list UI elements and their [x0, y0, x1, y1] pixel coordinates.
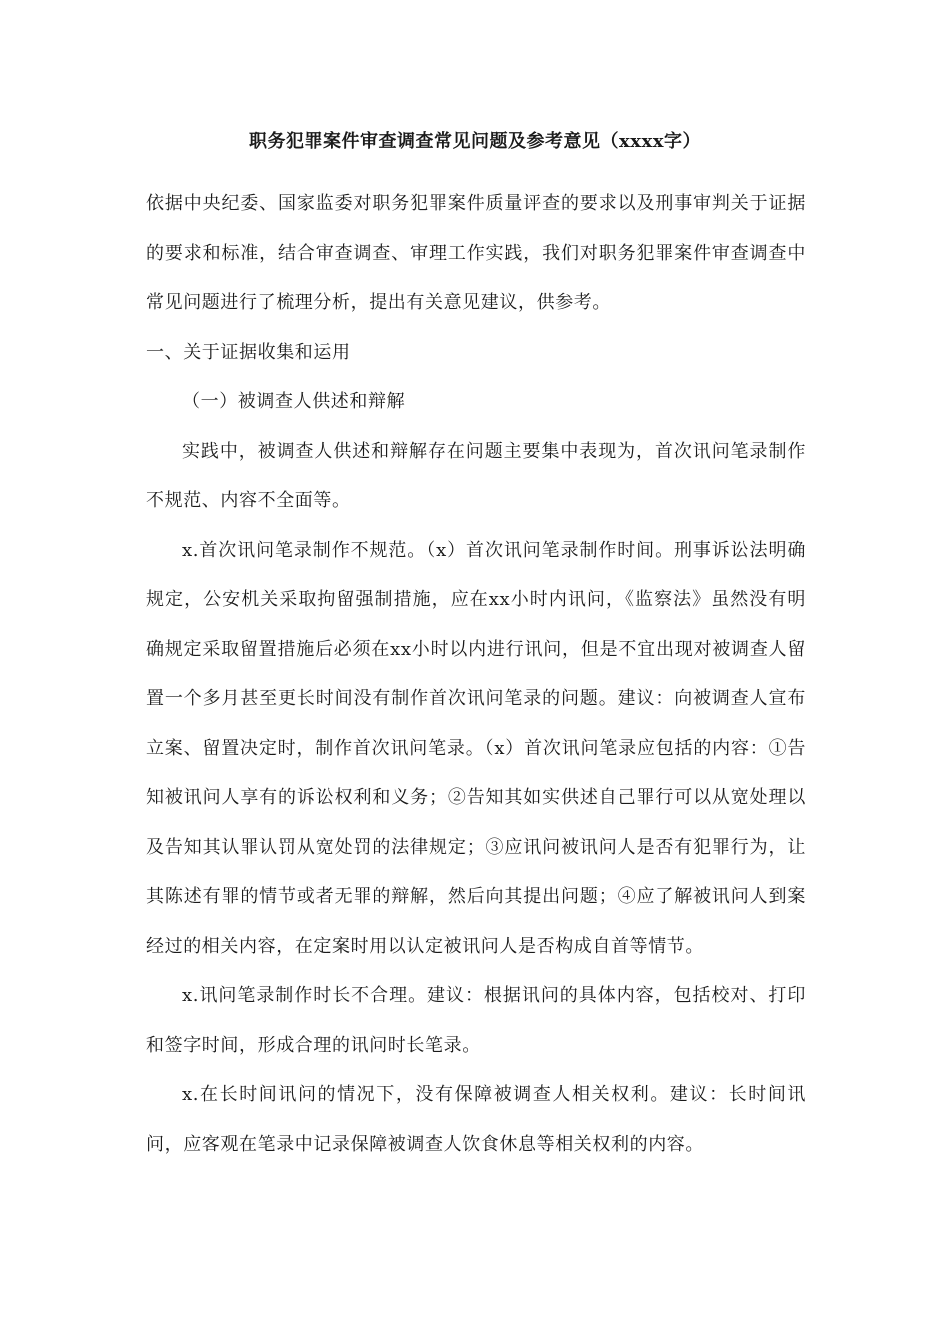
body-paragraph: x.在长时间讯问的情况下，没有保障被调查人相关权利。建议：长时间讯问，应客观在笔录中记录保障被调查人饮食休息等相关权利的内容。: [146, 1084, 806, 1155]
document-title: 职务犯罪案件审查调查常见问题及参考意见（xxxx字）: [249, 131, 701, 152]
document-body: [146, 179, 806, 1169]
body-paragraph: 实践中，被调查人供述和辩解存在问题主要集中表现为，首次讯问笔录制作不规范、内容不全面等。: [146, 440, 806, 511]
body-paragraph: x.讯问笔录制作时长不合理。建议：根据讯问的具体内容，包括校对、打印和签字时间，形成合理的讯问时长笔录。: [146, 985, 806, 1056]
subsection-heading: （一）被调查人供述和辩解: [182, 391, 406, 412]
body-paragraph: x.首次讯问笔录制作不规范。（x）首次讯问笔录制作时间。刑事诉讼法明确规定，公安机关采取拘留强制措施，应在xx小时内讯问，《监察法》虽然没有明确规定采取留置措施后必须在xx小时以内进行讯问，但是不宜出现对被调查人留置一个多月甚至更长时间没有制作首次讯问笔录的问题。建议：向被调查人宣布立案、留置决定时，制作首次讯问笔录。（x）首次讯问笔录应包括的内容：①告知被讯问人享有的诉讼权利和义务；②告知其如实供述自己罪行可以从宽处理以及告知其认罪认罚从宽处罚的法律规定；③应讯问被讯问人是否有犯罪行为，让其陈述有罪的情节或者无罪的辩解，然后向其提出问题；④应了解被讯问人到案经过的相关内容，在定案时用以认定被讯问人是否构成自首等情节。: [146, 539, 806, 957]
section-heading: 一、关于证据收集和运用: [146, 341, 351, 363]
intro-paragraph: 依据中央纪委、国家监委对职务犯罪案件质量评查的要求以及刑事审判关于证据的要求和标准，结合审查调查、审理工作实践，我们对职务犯罪案件审查调查中常见问题进行了梳理分析，提出有关意见建议，供参考。: [146, 193, 806, 313]
